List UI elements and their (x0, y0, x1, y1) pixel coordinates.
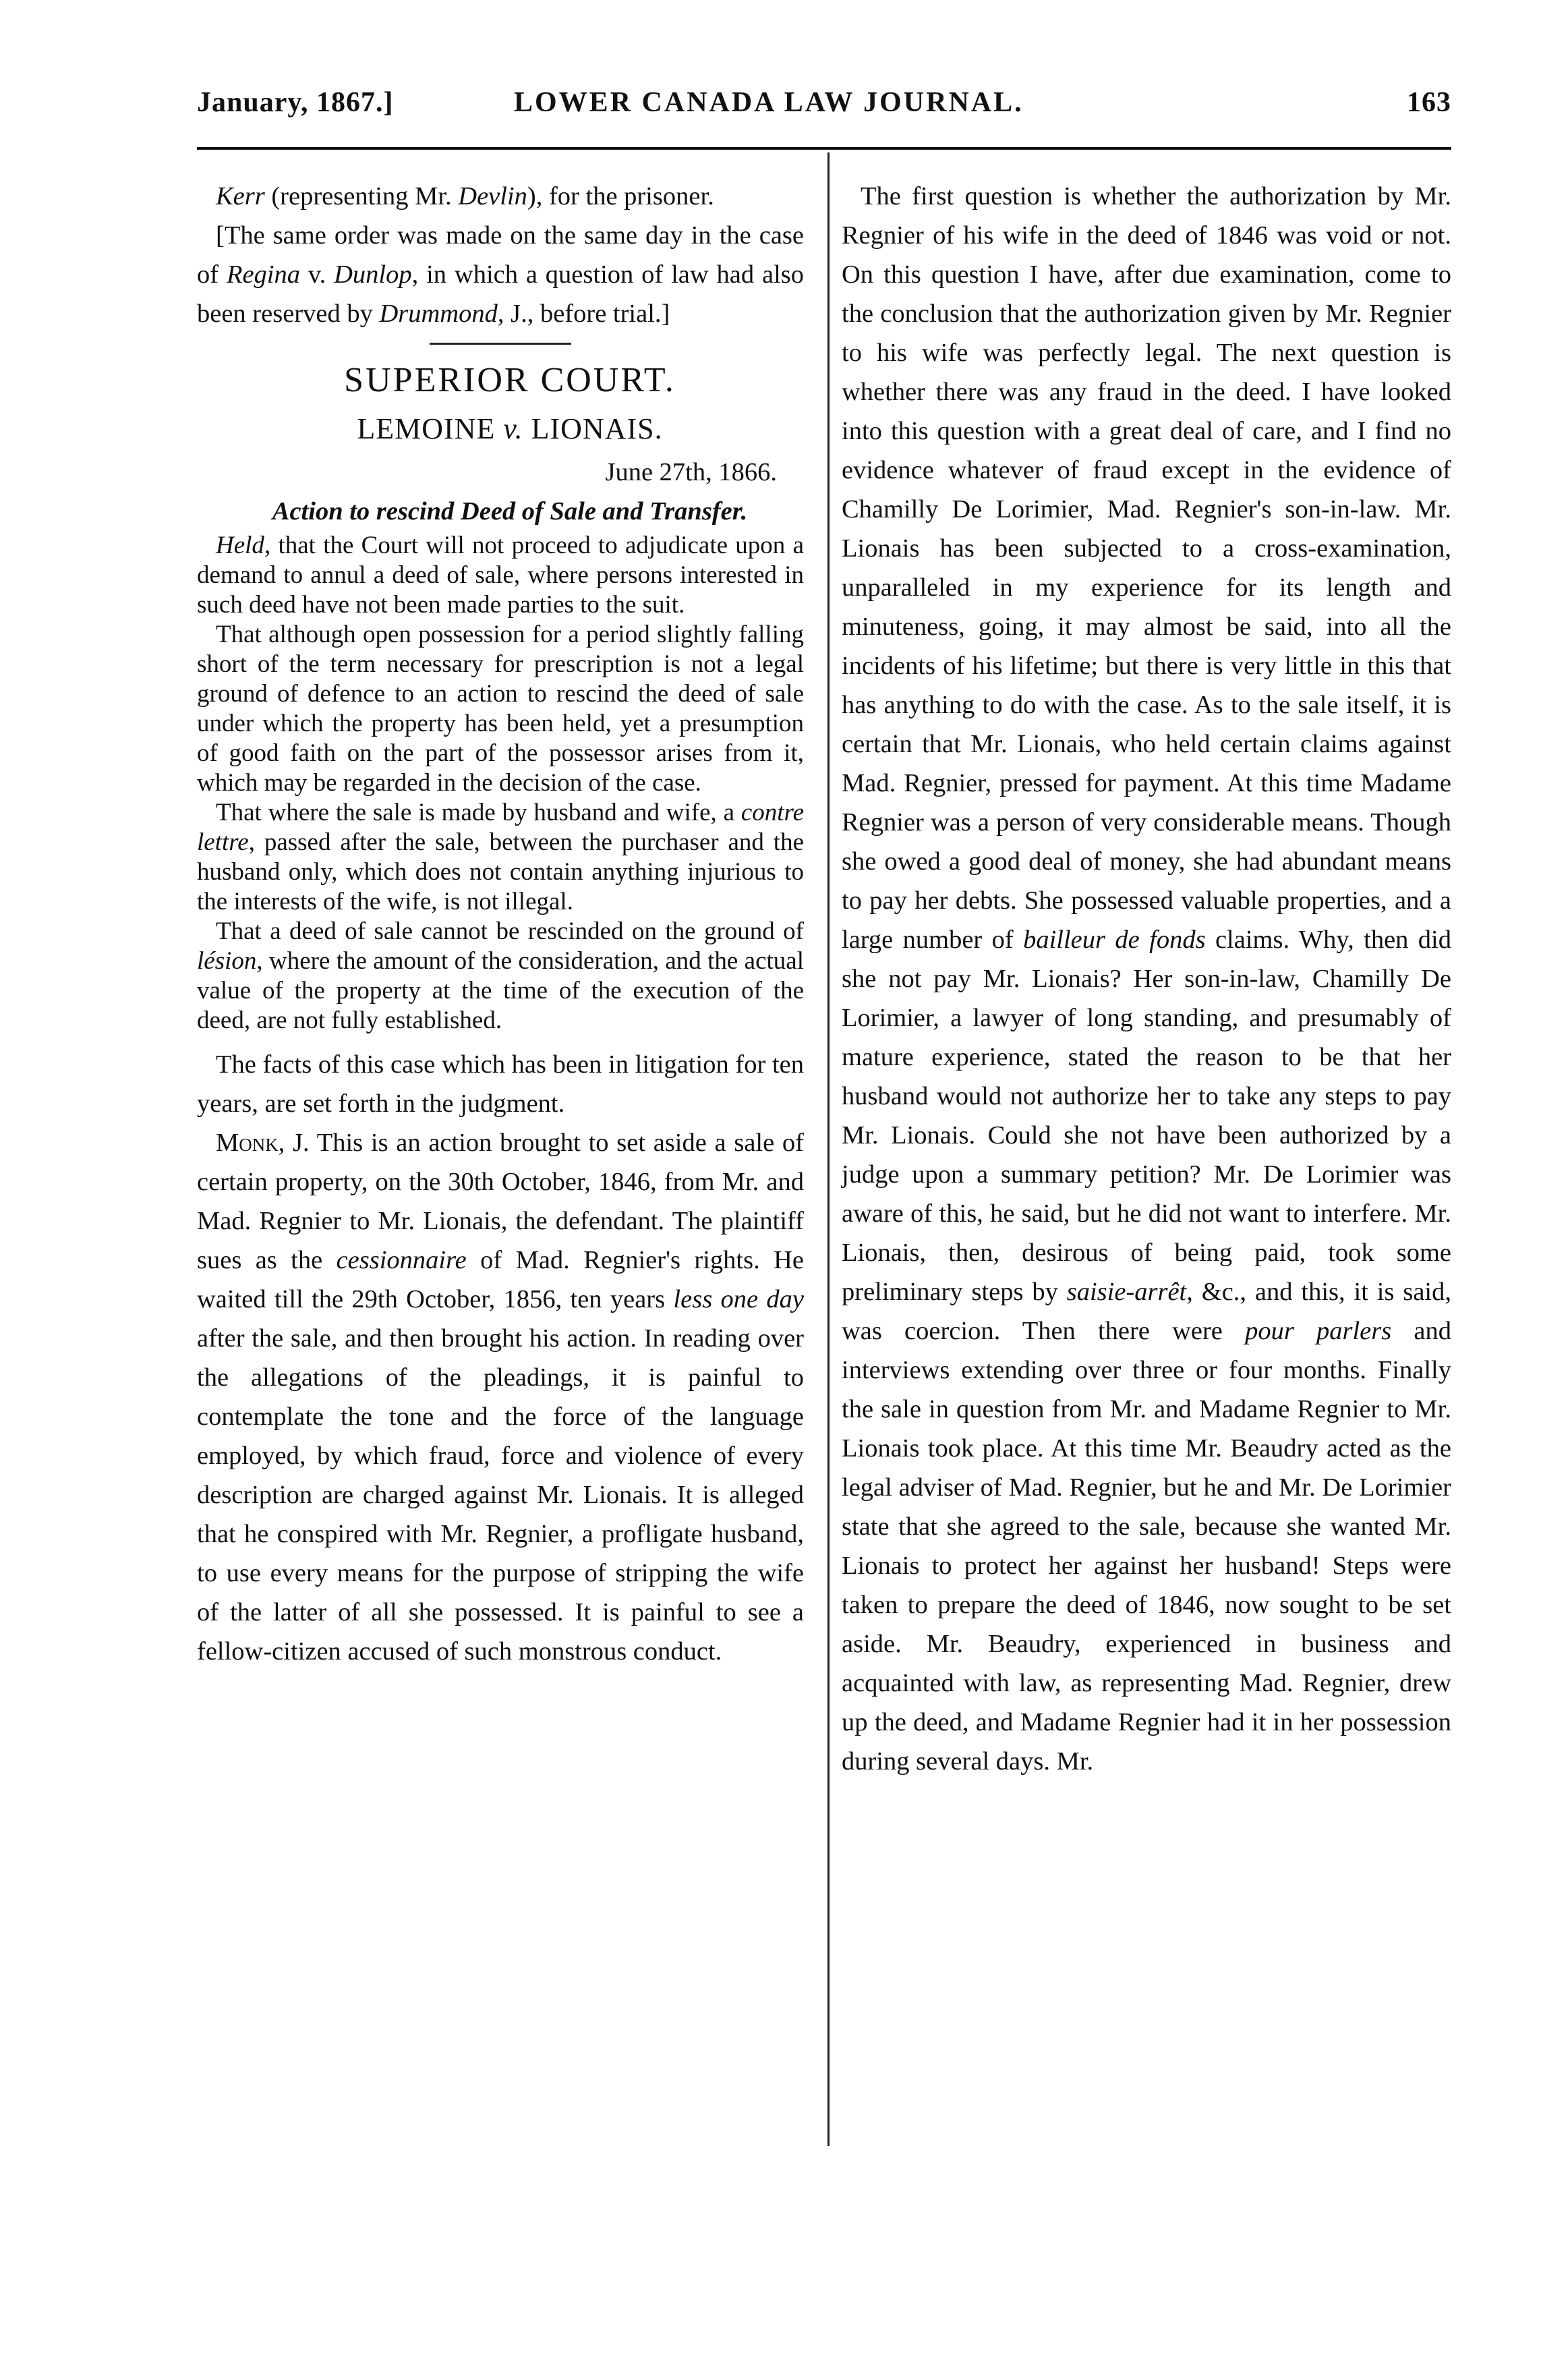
page-number: 163 (1407, 87, 1451, 118)
judgment-continued: The first question is whether the authorization by Mr. Regnier of his wife in the deed of 1846 was void or not. On this question I have, after due examination, come to the conclusion that the authorization given by Mr. Regnier to his wife was perfectly legal. The next question is whether there was any fraud in the deed. I have looked into this question with a great deal of care, and I find no evidence whatever of fraud except in the evidence of Chamilly De Lorimier, Mad. Regnier's son-in-law. Mr. Lionais has been subjected to a cross-examination, unparalleled in my experience for its length and minuteness, going, it may almost be said, into all the incidents of his lifetime; but there is very little in this that has anything to do with the case. As to the sale itself, it is certain that Mr. Lionais, who held certain claims against Mad. Regnier, pressed for payment. At this time Madame Regnier was a person of very considerable means. Though she owed a good deal of money, she had abundant means to pay her debts. She possessed valuable properties, and a large number of bailleur de fonds claims. Why, then did she not pay Mr. Lionais? Her son-in-law, Chamilly De Lorimier, a lawyer of long standing, and presumably of mature experience, stated the reason to be that her husband would not authorize her to take any steps to pay Mr. Lionais. Could she not have been authorized by a judge upon a summary petition? Mr. De Lorimier was aware of this, he said, but he did not want to interfere. Mr. Lionais, then, desirous of being paid, took some preliminary steps by saisie-arrêt, &c., and this, it is said, was coercion. Then there were pour parlers and interviews extending over three or four months. Finally the sale in question from Mr. and Madame Regnier to Mr. Lionais took place. At this time Mr. Beaudry acted as the legal adviser of Mad. Regnier, but he and Mr. De Lorimier state that she agreed to the sale, because she wanted Mr. Lionais to protect her against her husband! Steps were taken to prepare the deed of 1846, now sought to be set aside. Mr. Beaudry, experienced in business and acquainted with law, as representing Mad. Regnier, drew up the deed, and Madame Regnier had it in her possession during several days. Mr. (842, 182, 1452, 1776)
headnotes (197, 531, 804, 1036)
headnote-lesion: That a deed of sale cannot be rescinded on the ground of lésion, where the amount of the consideration, and the actual value of the property at the time of the execution of the deed, are not fully established. (197, 917, 804, 1034)
right-column (842, 177, 1451, 1781)
facts-paragraph: The facts of this case which has been in litigation for ten years, are set forth in the judgment. (197, 1050, 804, 1118)
case-title: LEMOINE v. LIONAIS. (357, 412, 663, 445)
header-date: January, 1867.] (197, 87, 394, 118)
case-date: June 27th, 1866. (605, 458, 777, 486)
left-column (197, 177, 804, 1671)
headnote-held: Held, that the Court will not proceed to adjudicate upon a demand to annul a deed of sale, where persons interested in such deed have not been made parties to the suit. (197, 532, 804, 619)
headnote-contre-lettre: That where the sale is made by husband and wife, a contre lettre, passed after the sale, between the purchaser and the husband only, which does not contain anything injurious to the interests of the wife, is not illegal. (197, 799, 804, 915)
court-heading: SUPERIOR COURT. (344, 361, 676, 399)
headnote-possession: That although open possession for a period slightly falling short of the term necessary for prescription is not a legal ground of defence to an action to rescind the deed of sale under which the property has been held, yet a presumption of good faith on the part of the possessor arises from it, which may be regarded in the decision of the case. (197, 621, 804, 797)
case-subject: Action to rescind Deed of Sale and Transfer. (272, 497, 748, 526)
column-divider (827, 152, 830, 2146)
editorial-note: [The same order was made on the same day in the case of Regina v. Dunlop, in which a question of law had also been reserved by Drummond, J., before trial.] (197, 221, 804, 328)
judge-name: Monk (216, 1129, 279, 1157)
judgment-start (197, 1045, 804, 1671)
section-rule (430, 343, 571, 345)
journal-title: LOWER CANADA LAW JOURNAL. (514, 87, 1024, 118)
counsel-name: Kerr (216, 182, 265, 210)
judgment-paragraph: Monk, J. This is an action brought to set aside a sale of certain property, on the 30th October, 1846, from Mr. and Mad. Regnier to Mr. Lionais, the defendant. The plaintiff sues as the cessionnaire of Mad. Regnier's rights. He waited till the 29th October, 1856, ten years less one day after the sale, and then brought his action. In reading over the allegations of the pleadings, it is painful to contemplate the tone and the force of the language employed, by which fraud, force and violence of every description are charged against Mr. Lionais. It is alleged that he conspired with Mr. Regnier, a profligate husband, to use every means for the purpose of stripping the wife of the latter of all she possessed. It is painful to see a fellow-citizen accused of such monstrous conduct. (197, 1129, 804, 1666)
header-rule (197, 147, 1451, 150)
running-header (197, 86, 1451, 127)
counsel-line: Kerr (representing Mr. Devlin), for the prisoner. (216, 182, 714, 210)
